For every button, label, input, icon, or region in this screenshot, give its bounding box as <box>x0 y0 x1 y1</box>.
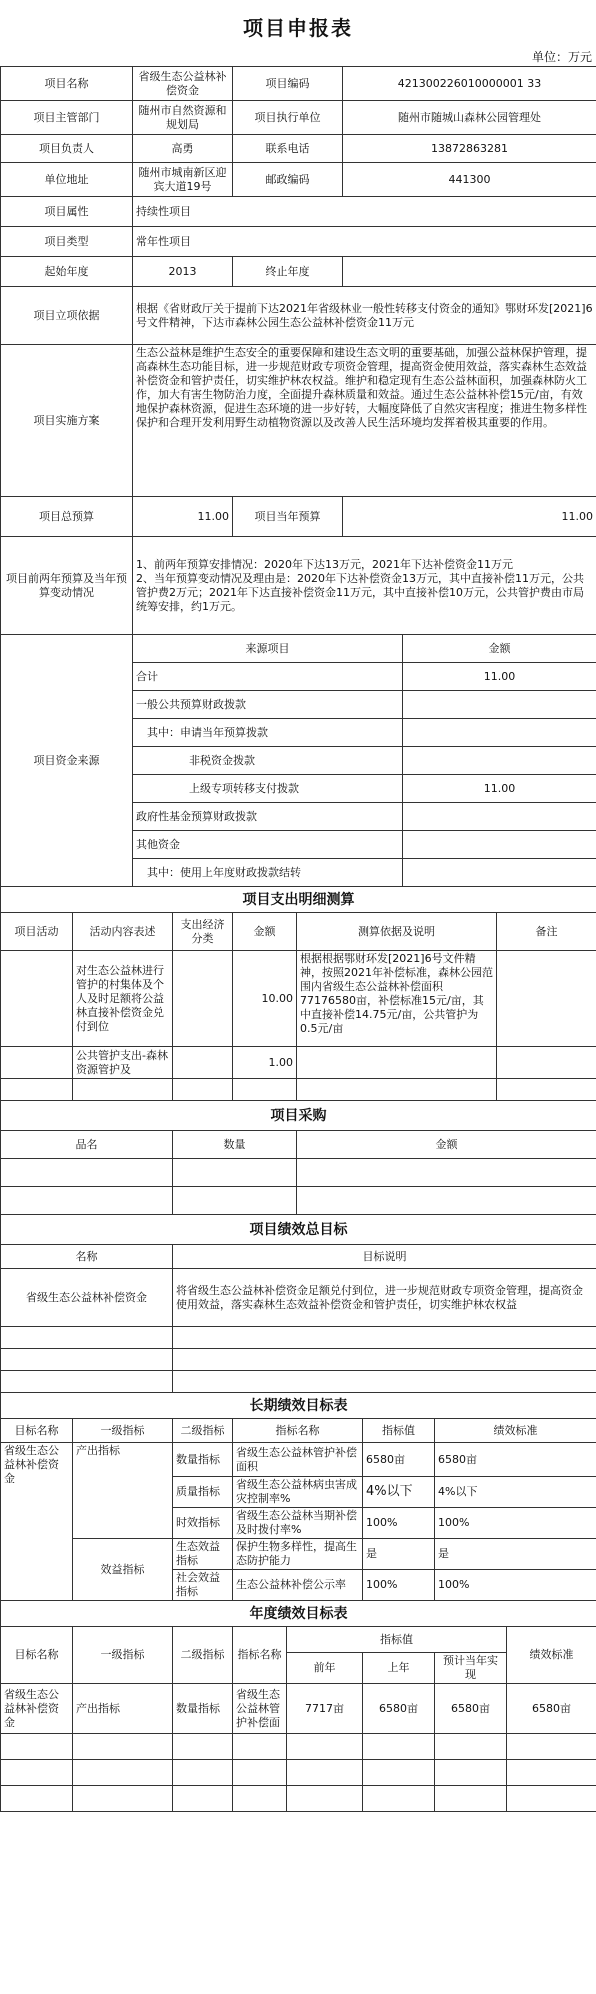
overall-goal-title: 项目绩效总目标 <box>1 1215 596 1245</box>
lt-level1-benefit: 效益指标 <box>73 1539 173 1601</box>
dept-value: 随州市自然资源和规划局 <box>133 101 233 135</box>
funding-label: 项目资金来源 <box>1 635 133 887</box>
owner-value: 高勇 <box>133 135 233 163</box>
lt-header-value: 指标值 <box>363 1419 435 1443</box>
exp-header-activity: 项目活动 <box>1 913 73 951</box>
exp-row-content: 公共管护支出-森林资源管护及 <box>73 1047 173 1079</box>
current-budget-value: 11.00 <box>343 497 596 537</box>
goal-name: 省级生态公益林补偿资金 <box>1 1269 173 1327</box>
funding-source-header: 来源项目 <box>133 635 403 663</box>
unit-label: 单位：万元 <box>531 50 592 64</box>
current-budget-label: 项目当年预算 <box>233 497 343 537</box>
an-prev2: 7717亩 <box>287 1684 363 1734</box>
address-label: 单位地址 <box>1 163 133 197</box>
funding-row-amount: 11.00 <box>403 775 596 803</box>
an-name: 省级生态公益林管护补偿面 <box>233 1684 287 1734</box>
project-code-value: 421300226010000001 33 <box>343 67 596 101</box>
an-cur: 6580亩 <box>435 1684 507 1734</box>
type-label: 项目类型 <box>1 227 133 257</box>
funding-row-name: 政府性基金预算财政拨款 <box>133 803 403 831</box>
plan-label: 项目实施方案 <box>1 345 133 497</box>
an-prev1: 6580亩 <box>363 1684 435 1734</box>
exp-row-basis: 根据根据鄂财环发[2021]6号文件精神，按照2021年补偿标准，森林公园范围内省级生态公益林补偿面积77176580亩，补偿标准15元/亩，其中直接补偿14.75元/亩，公共管护为0.5元/亩 <box>297 951 497 1047</box>
exp-row-category <box>173 951 233 1047</box>
funding-row-name: 上级专项转移支付拨款 <box>133 775 403 803</box>
exp-row-content: 对生态公益林进行管护的村集体及个人及时足额将公益林直接补偿资金兑付到位 <box>73 951 173 1047</box>
goal-name-header: 名称 <box>1 1245 173 1269</box>
lt-row-name: 保护生物多样性，提高生态防护能力 <box>233 1539 363 1570</box>
lt-row-value: 100% <box>363 1508 435 1539</box>
funding-row-name: 一般公共预算财政拨款 <box>133 691 403 719</box>
an-subheader-prev2: 前年 <box>287 1653 363 1684</box>
lt-row-value: 100% <box>363 1570 435 1601</box>
owner-label: 项目负责人 <box>1 135 133 163</box>
basis-value: 根据《省财政厅关于提前下达2021年省级林业一般性转移支付资金的通知》鄂财环发[2021]6号文件精神，下达市森林公园生态公益林补偿资金11万元 <box>133 287 596 345</box>
funding-row-amount <box>403 831 596 859</box>
plan-value: 生态公益林是维护生态安全的重要保障和建设生态文明的重要基础，加强公益林保护管理，提高森林生态功能目标，进一步规范财政专项资金管理，提高资金使用效益，落实森林生态效益补偿资金和管护责任，切实维护林农权益。维护和稳定现有生态公益林面积，加强森林防火工作，加大有害生物防治力度，全面提升森林质量和效益。通过生态公益林补偿15元/亩，有效地保护森林资源，促进生态环境的进一步好转，大幅度降低了自然灾害程度；推进生物多样性保护和合理开发利用野生动植物资源以及改善人民生活环境均发挥着极其重要的作用。 <box>133 345 596 497</box>
total-budget-value: 11.00 <box>133 497 233 537</box>
an-goal: 省级生态公益林补偿资金 <box>1 1684 73 1734</box>
long-term-table <box>0 1392 596 1601</box>
funding-row-amount <box>403 691 596 719</box>
attr-label: 项目属性 <box>1 197 133 227</box>
procurement-title: 项目采购 <box>1 1101 596 1131</box>
lt-header-level2: 二级指标 <box>173 1419 233 1443</box>
lt-header-goal: 目标名称 <box>1 1419 73 1443</box>
lt-row-name: 生态公益林补偿公示率 <box>233 1570 363 1601</box>
exp-header-basis: 测算依据及说明 <box>297 913 497 951</box>
exp-row-remark <box>497 951 596 1047</box>
funding-row-amount <box>403 719 596 747</box>
end-year-label: 终止年度 <box>233 257 343 287</box>
lt-goal-name: 省级生态公益林补偿资金 <box>1 1443 73 1601</box>
funding-row-name: 其中：申请当年预算拨款 <box>133 719 403 747</box>
lt-row-name: 省级生态公益林病虫害成灾控制率% <box>233 1477 363 1508</box>
exp-row-activity <box>1 1047 73 1079</box>
exp-header-amount: 金额 <box>233 913 297 951</box>
lt-header-level1: 一级指标 <box>73 1419 173 1443</box>
expenditure-table <box>0 886 596 1101</box>
exp-row-category <box>173 1047 233 1079</box>
project-code-label: 项目编码 <box>233 67 343 101</box>
lt-header-name: 指标名称 <box>233 1419 363 1443</box>
start-year-label: 起始年度 <box>1 257 133 287</box>
zip-label: 邮政编码 <box>233 163 343 197</box>
lt-row-std: 6580亩 <box>435 1443 596 1477</box>
an-subheader-cur: 预计当年实现 <box>435 1653 507 1684</box>
funding-row-name: 其中：使用上年度财政拨款结转 <box>133 859 403 887</box>
goal-desc-header: 目标说明 <box>173 1245 596 1269</box>
lt-row-level2: 社会效益指标 <box>173 1570 233 1601</box>
expenditure-title: 项目支出明细测算 <box>1 887 596 913</box>
address-value: 随州市城南新区迎宾大道19号 <box>133 163 233 197</box>
lt-row-level2: 时效指标 <box>173 1508 233 1539</box>
exec-unit-value: 随州市随城山森林公园管理处 <box>343 101 596 135</box>
zip-value: 441300 <box>343 163 596 197</box>
dept-label: 项目主管部门 <box>1 101 133 135</box>
attr-value: 持续性项目 <box>133 197 596 227</box>
end-year-value <box>343 257 596 287</box>
lt-row-name: 省级生态公益林当期补偿及时拨付率% <box>233 1508 363 1539</box>
funding-table <box>0 634 596 887</box>
lt-header-std: 绩效标准 <box>435 1419 596 1443</box>
exp-row-amount: 1.00 <box>233 1047 297 1079</box>
prev-budget-line-1: 1、前两年预算安排情况：2020年下达13万元，2021年下达补偿资金11万元 <box>136 557 513 571</box>
lt-row-value: 6580亩 <box>363 1443 435 1477</box>
phone-label: 联系电话 <box>233 135 343 163</box>
funding-row-name: 非税资金拨款 <box>133 747 403 775</box>
an-std: 6580亩 <box>507 1684 596 1734</box>
lt-level1-output: 产出指标 <box>73 1443 173 1539</box>
an-header-level1: 一级指标 <box>73 1627 173 1684</box>
exp-header-remark: 备注 <box>497 913 596 951</box>
exp-row-amount: 10.00 <box>233 951 297 1047</box>
lt-row-level2: 生态效益指标 <box>173 1539 233 1570</box>
goal-desc: 将省级生态公益林补偿资金足额兑付到位，进一步规范财政专项资金管理，提高资金使用效益，落实森林生态效益补偿资金和管护责任，切实维护林农权益 <box>173 1269 596 1327</box>
funding-row-amount: 11.00 <box>403 663 596 691</box>
proc-header-item: 品名 <box>1 1131 173 1159</box>
lt-row-std: 4%以下 <box>435 1477 596 1508</box>
document-title: 项目申报表 <box>243 16 353 40</box>
an-level1: 产出指标 <box>73 1684 173 1734</box>
procurement-table <box>0 1100 596 1215</box>
total-budget-label: 项目总预算 <box>1 497 133 537</box>
long-term-title: 长期绩效目标表 <box>1 1393 596 1419</box>
an-header-goal: 目标名称 <box>1 1627 73 1684</box>
an-header-level2: 二级指标 <box>173 1627 233 1684</box>
start-year-value: 2013 <box>133 257 233 287</box>
lt-row-level2: 质量指标 <box>173 1477 233 1508</box>
basic-info-table <box>0 66 596 635</box>
lt-row-std: 100% <box>435 1570 596 1601</box>
project-name-label: 项目名称 <box>1 67 133 101</box>
funding-amount-header: 金额 <box>403 635 596 663</box>
exp-header-category: 支出经济分类 <box>173 913 233 951</box>
lt-row-value: 是 <box>363 1539 435 1570</box>
an-header-value: 指标值 <box>287 1627 507 1653</box>
annual-title: 年度绩效目标表 <box>1 1601 596 1627</box>
an-level2: 数量指标 <box>173 1684 233 1734</box>
exp-row-activity <box>1 951 73 1047</box>
funding-row-amount <box>403 859 596 887</box>
lt-row-std: 100% <box>435 1508 596 1539</box>
prev-budget-line-2: 2、当年预算变动情况及理由是：2020年下达补偿资金13万元，其中直接补偿11万元，公共管护费2万元；2021年下达直接补偿资金11万元，其中直接补偿10万元，公共管护费由市局统筹安排，约1万元。 <box>136 571 584 613</box>
exp-header-content: 活动内容表述 <box>73 913 173 951</box>
an-subheader-prev1: 上年 <box>363 1653 435 1684</box>
basis-label: 项目立项依据 <box>1 287 133 345</box>
overall-goal-table <box>0 1214 596 1393</box>
proc-header-amount: 金额 <box>297 1131 596 1159</box>
proc-header-qty: 数量 <box>173 1131 297 1159</box>
an-header-std: 绩效标准 <box>507 1627 596 1684</box>
lt-row-name: 省级生态公益林管护补偿面积 <box>233 1443 363 1477</box>
funding-row-amount <box>403 747 596 775</box>
funding-row-name: 合计 <box>133 663 403 691</box>
exp-row-remark <box>497 1047 596 1079</box>
exp-row-basis <box>297 1047 497 1079</box>
project-name-value: 省级生态公益林补偿资金 <box>133 67 233 101</box>
lt-row-std: 是 <box>435 1539 596 1570</box>
type-value: 常年性项目 <box>133 227 596 257</box>
lt-row-value: 4%以下 <box>363 1477 435 1508</box>
exec-unit-label: 项目执行单位 <box>233 101 343 135</box>
lt-row-level2: 数量指标 <box>173 1443 233 1477</box>
annual-table <box>0 1600 596 1812</box>
funding-row-name: 其他资金 <box>133 831 403 859</box>
phone-value: 13872863281 <box>343 135 596 163</box>
prev-budget-label: 项目前两年预算及当年预算变动情况 <box>1 537 133 635</box>
funding-row-amount <box>403 803 596 831</box>
an-header-name: 指标名称 <box>233 1627 287 1684</box>
prev-budget-value <box>133 537 596 635</box>
